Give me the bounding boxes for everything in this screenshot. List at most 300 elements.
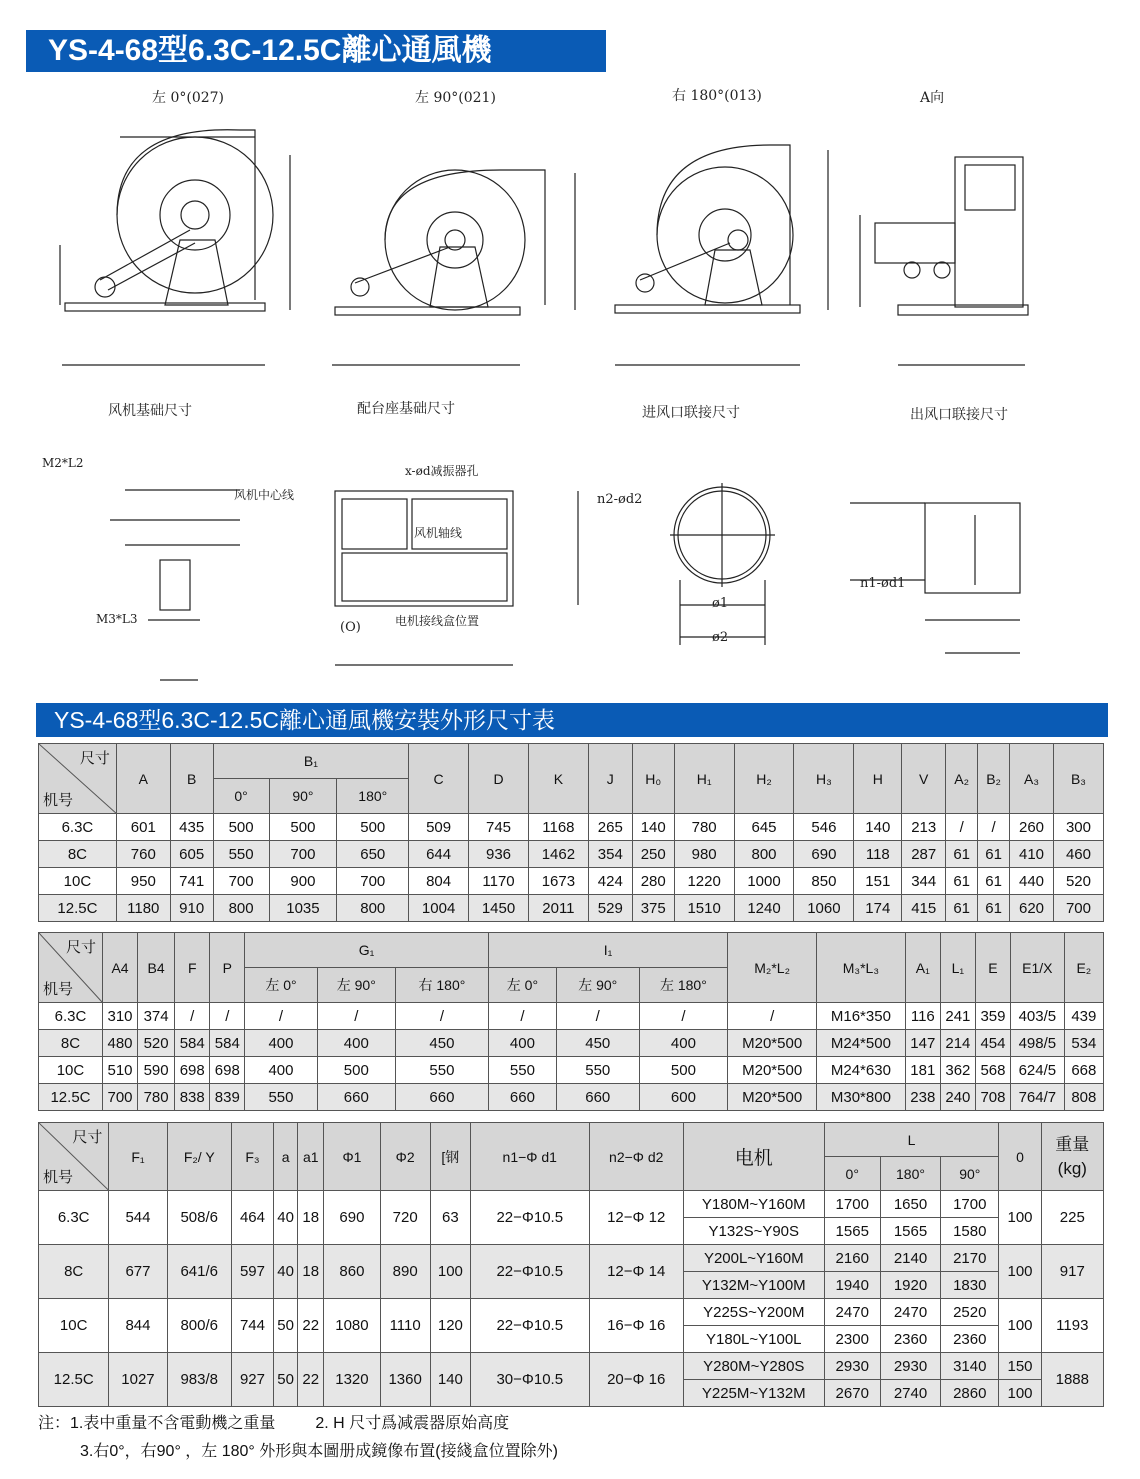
note-3: 3.右0°，右90° ，左 180° 外形與本圖册成鏡像布置(接綫盒位置除外) bbox=[80, 1443, 558, 1460]
table-cell: 464 bbox=[231, 1191, 273, 1245]
table-cell: 400 bbox=[639, 1030, 728, 1057]
table-cell: M₃*L₃ bbox=[817, 933, 906, 1003]
table-cell: 480 bbox=[102, 1030, 137, 1057]
label-n1: n1-ød1 bbox=[860, 576, 906, 591]
table-cell: 720 bbox=[380, 1191, 430, 1245]
drawing-view-left-90 bbox=[332, 170, 575, 365]
table-cell: 61 bbox=[978, 895, 1010, 922]
table-cell: B4 bbox=[138, 933, 175, 1003]
table-cell: 12.5C bbox=[39, 1084, 103, 1111]
table-cell: M30*800 bbox=[817, 1084, 906, 1111]
table-cell: 690 bbox=[324, 1191, 380, 1245]
label-m3: M3*L3 bbox=[96, 612, 138, 626]
table-cell: 509 bbox=[409, 814, 469, 841]
table-cell: / bbox=[396, 1003, 489, 1030]
table-cell: M16*350 bbox=[817, 1003, 906, 1030]
table-cell: 546 bbox=[794, 814, 854, 841]
table-cell: F₂/ Y bbox=[167, 1123, 231, 1191]
table-cell: 375 bbox=[632, 895, 674, 922]
table-cell: 660 bbox=[396, 1084, 489, 1111]
corner-cell: 尺寸 机号 bbox=[39, 744, 117, 814]
table-cell: 1580 bbox=[941, 1218, 999, 1245]
table-cell: a1 bbox=[298, 1123, 324, 1191]
table-cell: 2670 bbox=[824, 1380, 880, 1407]
table-cell: 250 bbox=[632, 841, 674, 868]
caption-view1-bottom: 风机基础尺寸 bbox=[108, 403, 192, 419]
table-cell: 90° bbox=[941, 1157, 999, 1191]
table-cell: 100 bbox=[999, 1299, 1041, 1353]
table-cell: 1000 bbox=[734, 868, 794, 895]
table-cell: 808 bbox=[1064, 1084, 1103, 1111]
table-cell: M20*500 bbox=[728, 1057, 817, 1084]
table-cell: 374 bbox=[138, 1003, 175, 1030]
table-cell: K bbox=[528, 744, 588, 814]
table-cell: 238 bbox=[905, 1084, 940, 1111]
table-cell: 450 bbox=[556, 1030, 639, 1057]
table-cell: 760 bbox=[116, 841, 170, 868]
table-cell: 544 bbox=[109, 1191, 167, 1245]
table-cell: 2160 bbox=[824, 1245, 880, 1272]
table-cell: 1673 bbox=[528, 868, 588, 895]
table-cell: 40 bbox=[274, 1191, 298, 1245]
table-cell: 624/5 bbox=[1011, 1057, 1065, 1084]
caption-view2-top: 左 90°(021) bbox=[415, 90, 496, 106]
table-cell: 500 bbox=[317, 1057, 395, 1084]
table-cell: H₁ bbox=[674, 744, 734, 814]
table-cell: V bbox=[902, 744, 946, 814]
table-cell: M20*500 bbox=[728, 1084, 817, 1111]
table-cell: 741 bbox=[170, 868, 213, 895]
table-cell: 140 bbox=[854, 814, 902, 841]
table-cell: 844 bbox=[109, 1299, 167, 1353]
table-cell: 50 bbox=[274, 1299, 298, 1353]
footnotes bbox=[38, 1410, 558, 1466]
table-cell: 2140 bbox=[880, 1245, 940, 1272]
table-cell: 424 bbox=[588, 868, 632, 895]
table-cell: n2−Φ d2 bbox=[589, 1123, 683, 1191]
table-cell: M24*500 bbox=[817, 1030, 906, 1057]
table-cell: 435 bbox=[170, 814, 213, 841]
table-cell: H₀ bbox=[632, 744, 674, 814]
label-fan-axis: 风机轴线 bbox=[414, 526, 463, 540]
table-cell: F bbox=[175, 933, 210, 1003]
table-cell: 764/7 bbox=[1011, 1084, 1065, 1111]
table-cell: 16−Φ 16 bbox=[589, 1299, 683, 1353]
table-cell: 左 0° bbox=[245, 968, 317, 1003]
label-motor-box: 电机接线盒位置 bbox=[395, 614, 480, 628]
table-cell: 1700 bbox=[824, 1191, 880, 1218]
table-cell: 700 bbox=[337, 868, 409, 895]
table-cell: 936 bbox=[469, 841, 529, 868]
table-cell: 左 180° bbox=[639, 968, 728, 1003]
table-cell: 508/6 bbox=[167, 1191, 231, 1245]
table-cell: 213 bbox=[902, 814, 946, 841]
table-cell: 1565 bbox=[824, 1218, 880, 1245]
table-cell: / bbox=[175, 1003, 210, 1030]
table-cell: 61 bbox=[946, 868, 978, 895]
table-cell: M24*630 bbox=[817, 1057, 906, 1084]
technical-drawings bbox=[0, 75, 1140, 695]
table-cell: 400 bbox=[245, 1030, 317, 1057]
table-cell: 800 bbox=[734, 841, 794, 868]
table-cell: 22−Φ10.5 bbox=[470, 1245, 589, 1299]
table-cell: 780 bbox=[138, 1084, 175, 1111]
table-cell: 118 bbox=[854, 841, 902, 868]
table-cell: 61 bbox=[946, 841, 978, 868]
drawing-view-a-direction bbox=[860, 157, 1028, 365]
table-cell: / bbox=[946, 814, 978, 841]
table-cell: 550 bbox=[245, 1084, 317, 1111]
table-cell: F₃ bbox=[231, 1123, 273, 1191]
caption-view2-bottom: 配台座基础尺寸 bbox=[357, 401, 455, 417]
drawing-view-left-0 bbox=[60, 130, 290, 365]
table-cell: 1320 bbox=[324, 1353, 380, 1407]
table-row bbox=[39, 1084, 1104, 1111]
table-cell: A₃ bbox=[1010, 744, 1054, 814]
table-cell: E₂ bbox=[1064, 933, 1103, 1003]
table-cell: 2860 bbox=[941, 1380, 999, 1407]
table-cell: Y225S~Y200M bbox=[683, 1299, 824, 1326]
table-cell: 2930 bbox=[880, 1353, 940, 1380]
table-cell: 左 90° bbox=[556, 968, 639, 1003]
label-m2: M2*L2 bbox=[42, 456, 84, 470]
table-cell: 668 bbox=[1064, 1057, 1103, 1084]
table-cell: 2300 bbox=[824, 1326, 880, 1353]
table-cell: 22−Φ10.5 bbox=[470, 1191, 589, 1245]
table-cell: 100 bbox=[430, 1245, 470, 1299]
table-cell: 63 bbox=[430, 1191, 470, 1245]
table-cell: 980 bbox=[674, 841, 734, 868]
table-row bbox=[39, 1030, 1104, 1057]
note-2: 2. H 尺寸爲减震器原始高度 bbox=[315, 1415, 510, 1432]
table-cell: J bbox=[588, 744, 632, 814]
table-cell: 804 bbox=[409, 868, 469, 895]
table-cell: 151 bbox=[854, 868, 902, 895]
table-row bbox=[39, 1003, 1104, 1030]
table-cell: 电机 bbox=[683, 1123, 824, 1191]
table-cell: A4 bbox=[102, 933, 137, 1003]
table-cell: 2170 bbox=[941, 1245, 999, 1272]
table-3-rows bbox=[39, 1191, 1104, 1407]
table-cell: M20*500 bbox=[728, 1030, 817, 1057]
drawing-base-frame bbox=[335, 491, 578, 665]
drawing-inlet-flange bbox=[670, 483, 775, 645]
table-cell: 0° bbox=[213, 779, 269, 814]
page-title: YS-4-68型6.3C-12.5C離心通風機 bbox=[26, 30, 606, 72]
table-cell: 2470 bbox=[824, 1299, 880, 1326]
table-cell: M₂*L₂ bbox=[728, 933, 817, 1003]
table-cell: 344 bbox=[902, 868, 946, 895]
table-cell: 120 bbox=[430, 1299, 470, 1353]
table-cell: 150 bbox=[999, 1353, 1041, 1380]
table-cell: B bbox=[170, 744, 213, 814]
table-cell: Y280M~Y280S bbox=[683, 1353, 824, 1380]
table-cell: 550 bbox=[488, 1057, 556, 1084]
table-cell: / bbox=[639, 1003, 728, 1030]
label-n2: n2-ød2 bbox=[597, 492, 643, 507]
table-cell: L bbox=[824, 1123, 999, 1157]
table-row bbox=[39, 1353, 1104, 1380]
table-cell: 2930 bbox=[824, 1353, 880, 1380]
table-cell: G₁ bbox=[245, 933, 489, 968]
table-cell: / bbox=[488, 1003, 556, 1030]
table-cell: D bbox=[469, 744, 529, 814]
table-cell: 0 bbox=[999, 1123, 1041, 1191]
table-cell: Y180M~Y160M bbox=[683, 1191, 824, 1218]
table-cell: 550 bbox=[396, 1057, 489, 1084]
table-cell: Y132M~Y100M bbox=[683, 1272, 824, 1299]
table-cell: 1240 bbox=[734, 895, 794, 922]
table-cell: 90° bbox=[269, 779, 337, 814]
table-cell: 500 bbox=[269, 814, 337, 841]
table-row bbox=[39, 1191, 1104, 1218]
table-cell: 300 bbox=[1053, 814, 1103, 841]
table-cell: 18 bbox=[298, 1245, 324, 1299]
table-cell: 8C bbox=[39, 1030, 103, 1057]
table-cell: 590 bbox=[138, 1057, 175, 1084]
table-cell: 498/5 bbox=[1011, 1030, 1065, 1057]
table-cell: 800 bbox=[213, 895, 269, 922]
caption-view3-top: 右 180°(013) bbox=[672, 88, 762, 104]
table-cell: 61 bbox=[946, 895, 978, 922]
table-cell: 601 bbox=[116, 814, 170, 841]
table-cell: 1110 bbox=[380, 1299, 430, 1353]
table-cell: 440 bbox=[1010, 868, 1054, 895]
table-cell: 520 bbox=[138, 1030, 175, 1057]
table-cell: 100 bbox=[999, 1191, 1041, 1245]
table-row bbox=[39, 814, 1104, 841]
table-cell: 839 bbox=[210, 1084, 245, 1111]
table-cell: C bbox=[409, 744, 469, 814]
table-cell: 左 0° bbox=[488, 968, 556, 1003]
table-row bbox=[39, 841, 1104, 868]
table-cell: 181 bbox=[905, 1057, 940, 1084]
table-cell: 18 bbox=[298, 1191, 324, 1245]
table-cell: 50 bbox=[274, 1353, 298, 1407]
label-fan-center: 风机中心线 bbox=[234, 488, 295, 502]
table-cell: 698 bbox=[210, 1057, 245, 1084]
table-cell: B₂ bbox=[978, 744, 1010, 814]
table-row bbox=[39, 868, 1104, 895]
table-cell: 660 bbox=[556, 1084, 639, 1111]
table-cell: 左 90° bbox=[317, 968, 395, 1003]
table-cell: 240 bbox=[940, 1084, 975, 1111]
table-cell: 3140 bbox=[941, 1353, 999, 1380]
table-cell: 983/8 bbox=[167, 1353, 231, 1407]
table-cell: 2011 bbox=[528, 895, 588, 922]
table-cell: L₁ bbox=[940, 933, 975, 1003]
table-cell: 584 bbox=[210, 1030, 245, 1057]
table-cell: 1193 bbox=[1041, 1299, 1103, 1353]
table-cell: a bbox=[274, 1123, 298, 1191]
table-cell: 529 bbox=[588, 895, 632, 922]
table-cell: Y132S~Y90S bbox=[683, 1218, 824, 1245]
table-cell: 100 bbox=[999, 1380, 1041, 1407]
table-cell: 1565 bbox=[880, 1218, 940, 1245]
table-cell: 10C bbox=[39, 1299, 109, 1353]
table-cell: P bbox=[210, 933, 245, 1003]
table-cell: Φ1 bbox=[324, 1123, 380, 1191]
table-cell: Φ2 bbox=[380, 1123, 430, 1191]
table-cell: 1450 bbox=[469, 895, 529, 922]
table-cell: 2470 bbox=[880, 1299, 940, 1326]
table-cell: 550 bbox=[213, 841, 269, 868]
table-cell: 660 bbox=[488, 1084, 556, 1111]
table-cell: 550 bbox=[556, 1057, 639, 1084]
table-cell: 568 bbox=[975, 1057, 1010, 1084]
table-cell: / bbox=[317, 1003, 395, 1030]
table-cell: 1650 bbox=[880, 1191, 940, 1218]
table-cell: 280 bbox=[632, 868, 674, 895]
table-cell: / bbox=[556, 1003, 639, 1030]
table-row bbox=[39, 1245, 1104, 1272]
table-cell: 745 bbox=[469, 814, 529, 841]
table-cell: 645 bbox=[734, 814, 794, 841]
table-cell: 20−Φ 16 bbox=[589, 1353, 683, 1407]
table-cell: 8C bbox=[39, 841, 117, 868]
table-cell: [钢 bbox=[430, 1123, 470, 1191]
table-cell: 460 bbox=[1053, 841, 1103, 868]
table-cell: 354 bbox=[588, 841, 632, 868]
table-cell: 500 bbox=[337, 814, 409, 841]
table-cell: 838 bbox=[175, 1084, 210, 1111]
corner-cell: 尺寸 机号 bbox=[39, 1123, 109, 1191]
table-cell: 534 bbox=[1064, 1030, 1103, 1057]
table-cell: A₁ bbox=[905, 933, 940, 1003]
table-cell: / bbox=[245, 1003, 317, 1030]
table-cell: 1360 bbox=[380, 1353, 430, 1407]
table-cell: 2360 bbox=[941, 1326, 999, 1353]
table-row bbox=[39, 895, 1104, 922]
table-cell: 708 bbox=[975, 1084, 1010, 1111]
caption-view4-top: A向 bbox=[920, 90, 945, 106]
table-cell: 1170 bbox=[469, 868, 529, 895]
table-cell: 850 bbox=[794, 868, 854, 895]
table-cell: E bbox=[975, 933, 1010, 1003]
table-cell: 1920 bbox=[880, 1272, 940, 1299]
table-cell: Y180L~Y100L bbox=[683, 1326, 824, 1353]
table-cell: 890 bbox=[380, 1245, 430, 1299]
dimension-table-2 bbox=[38, 932, 1104, 1111]
table-cell: 454 bbox=[975, 1030, 1010, 1057]
table-cell: 1180 bbox=[116, 895, 170, 922]
table-cell: 650 bbox=[337, 841, 409, 868]
table-cell: F₁ bbox=[109, 1123, 167, 1191]
table-cell: 61 bbox=[978, 841, 1010, 868]
table-cell: 1168 bbox=[528, 814, 588, 841]
drawing-view-right-180 bbox=[615, 145, 828, 365]
table-cell: 1830 bbox=[941, 1272, 999, 1299]
table-cell: 1700 bbox=[941, 1191, 999, 1218]
label-phi1: ø1 bbox=[712, 596, 729, 611]
table-cell: H₂ bbox=[734, 744, 794, 814]
table-cell: 12−Φ 14 bbox=[589, 1245, 683, 1299]
table-row bbox=[39, 1299, 1104, 1326]
table-cell: 147 bbox=[905, 1030, 940, 1057]
table-cell: 10C bbox=[39, 868, 117, 895]
label-damper: x-ød减振器孔 bbox=[405, 464, 479, 478]
table-cell: 927 bbox=[231, 1353, 273, 1407]
table-cell: 500 bbox=[639, 1057, 728, 1084]
table-cell: 860 bbox=[324, 1245, 380, 1299]
table-cell: 1080 bbox=[324, 1299, 380, 1353]
table-cell: 600 bbox=[639, 1084, 728, 1111]
table-cell: 12.5C bbox=[39, 1353, 109, 1407]
table-cell: 700 bbox=[269, 841, 337, 868]
table-cell: 800/6 bbox=[167, 1299, 231, 1353]
caption-view3-bottom: 进风口联接尺寸 bbox=[642, 405, 740, 421]
table-cell: 700 bbox=[213, 868, 269, 895]
drawing-base-plan bbox=[110, 490, 240, 680]
table-cell: 6.3C bbox=[39, 1191, 109, 1245]
table-cell: / bbox=[210, 1003, 245, 1030]
table-cell: H bbox=[854, 744, 902, 814]
dimension-table-3 bbox=[38, 1122, 1104, 1407]
table-cell: 1220 bbox=[674, 868, 734, 895]
table-cell: 917 bbox=[1041, 1245, 1103, 1299]
table-cell: 30−Φ10.5 bbox=[470, 1353, 589, 1407]
table-cell: 584 bbox=[175, 1030, 210, 1057]
table-cell: 677 bbox=[109, 1245, 167, 1299]
label-o: (O) bbox=[340, 620, 361, 635]
table-cell: 61 bbox=[978, 868, 1010, 895]
table-cell: B₁ bbox=[213, 744, 409, 779]
table-cell: 597 bbox=[231, 1245, 273, 1299]
table-cell: 410 bbox=[1010, 841, 1054, 868]
table-cell: 1004 bbox=[409, 895, 469, 922]
caption-view1-top: 左 0°(027) bbox=[152, 90, 225, 106]
table-cell: 660 bbox=[317, 1084, 395, 1111]
table-cell: 450 bbox=[396, 1030, 489, 1057]
table-cell: 2740 bbox=[880, 1380, 940, 1407]
table-cell: 500 bbox=[213, 814, 269, 841]
table-cell: 605 bbox=[170, 841, 213, 868]
table-cell: 2360 bbox=[880, 1326, 940, 1353]
table-cell: B₃ bbox=[1053, 744, 1103, 814]
table-cell: 12−Φ 12 bbox=[589, 1191, 683, 1245]
table-cell: 900 bbox=[269, 868, 337, 895]
table-cell: 1035 bbox=[269, 895, 337, 922]
table-cell: 100 bbox=[999, 1245, 1041, 1299]
table-cell: 1462 bbox=[528, 841, 588, 868]
table-cell: 400 bbox=[488, 1030, 556, 1057]
table-cell: 400 bbox=[317, 1030, 395, 1057]
table-row bbox=[39, 1057, 1104, 1084]
table-cell: 362 bbox=[940, 1057, 975, 1084]
table-cell: 116 bbox=[905, 1003, 940, 1030]
table-cell: 415 bbox=[902, 895, 946, 922]
table-cell: 287 bbox=[902, 841, 946, 868]
table-cell: Y225M~Y132M bbox=[683, 1380, 824, 1407]
table-cell: 140 bbox=[632, 814, 674, 841]
table-cell: 310 bbox=[102, 1003, 137, 1030]
note-1: 注：1.表中重量不含電動機之重量 bbox=[38, 1415, 276, 1432]
dimension-table-1 bbox=[38, 743, 1104, 922]
table-cell: 241 bbox=[940, 1003, 975, 1030]
table-cell: H₃ bbox=[794, 744, 854, 814]
table-1-rows bbox=[39, 814, 1104, 922]
table-cell: 744 bbox=[231, 1299, 273, 1353]
table-cell: 359 bbox=[975, 1003, 1010, 1030]
table-cell: Y200L~Y160M bbox=[683, 1245, 824, 1272]
corner-cell: 尺寸 机号 bbox=[39, 933, 103, 1003]
table-cell: 265 bbox=[588, 814, 632, 841]
table-cell: n1−Φ d1 bbox=[470, 1123, 589, 1191]
table-cell: E1/X bbox=[1011, 933, 1065, 1003]
table-cell: 260 bbox=[1010, 814, 1054, 841]
table-cell: 右 180° bbox=[396, 968, 489, 1003]
table-cell: 1060 bbox=[794, 895, 854, 922]
